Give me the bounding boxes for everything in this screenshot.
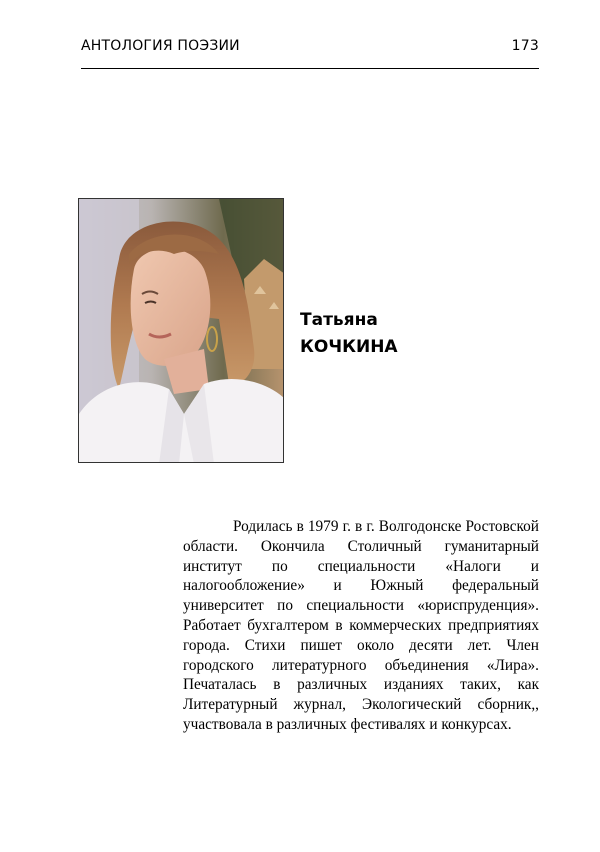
author-biography <box>183 517 539 735</box>
header-rule <box>81 68 539 69</box>
running-title: АНТОЛОГИЯ ПОЭЗИИ <box>81 38 240 54</box>
author-last-name: КОЧКИНА <box>300 337 398 357</box>
page-header <box>81 34 539 60</box>
author-portrait-icon <box>79 199 284 463</box>
page-number: 173 <box>511 38 539 54</box>
biography-text: Родилась в 1979 г. в г. Волгодонске Ростовской области. Окончила Столичный гуманитарный институт по специальности «Налоги и налогообложение» и Южный федеральный университет по специальности «юриспруденция». Работает бухгалтером в коммерческих предприятиях города. Стихи пишет около десяти лет. Член городского литературного объединения «Лира». Печаталась в различных изданиях таких, как Литературный журнал, Экологический сборник,, участвовала в различных фестивалях и конкурсах. <box>183 518 539 733</box>
author-name <box>300 307 398 361</box>
author-first-name: Татьяна <box>300 310 378 330</box>
author-portrait-photo <box>78 198 284 463</box>
